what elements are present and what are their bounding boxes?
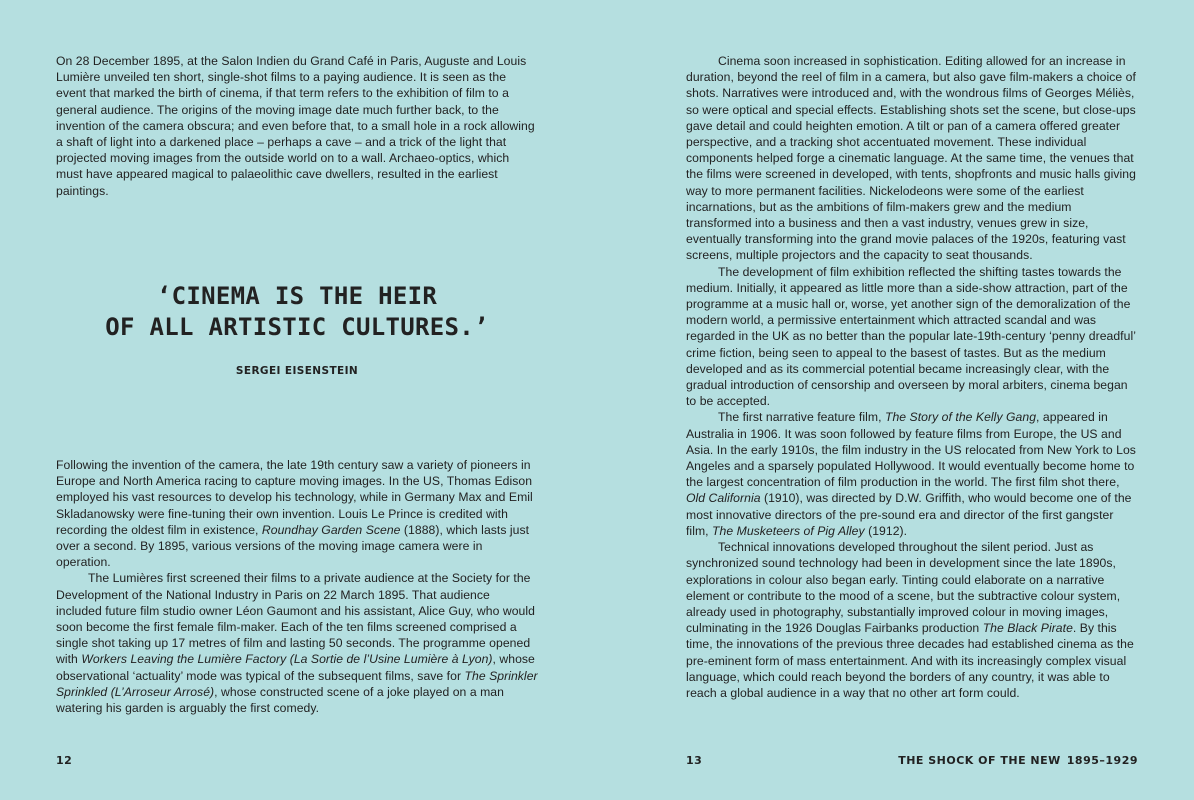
paragraph-sophistication: Cinema soon increased in sophistication. Editing allowed for an increase in duration, beyond the reel of film in a camera, but also gave film-makers a choice of shots. Narratives were introduced and, with the wondrous films of Georges Méliès, so were optical and special effects. Establishing shots set the scene, but close-ups gave detail and could heighten emotion. A tilt or pan of a camera offered greater perspective, and a tracking shot accentuated movement. These individual components helped forge a cinematic language. At the same time, the venues that the films were screened in developed, with tents, shopfronts and music halls giving way to more permanent facilities. Nickelodeons were some of the earliest incarnations, but as the ambitions of film-makers grew and the medium transformed into a business and then a vast industry, venues grew in size, eventually transforming into the grand movie palaces of the 1920s, featuring vast screens, multiple projectors and the capacity to seat thousands. bbox=[686, 54, 1136, 263]
page-number-left: 12 bbox=[56, 754, 73, 767]
text-run: , whose observational ‘actuality’ mode was typical of the subsequent films, save for bbox=[56, 652, 535, 683]
pull-quote bbox=[56, 281, 538, 343]
film-title: The Black Pirate bbox=[982, 621, 1073, 636]
film-title: The Story of the Kelly Gang bbox=[884, 410, 1037, 425]
text-run: The Lumières first screened their films to a private audience at the Society for the Development of the National Industry in Paris on 22 March 1895. That audience included future film studio owner Léon Gaumont and his assistant, Alice Guy, who would soon become the first female film-maker. Each of the ten films screened comprised a single shot taking up 17 metres of film and lasting 50 seconds. The programme opened with bbox=[56, 571, 535, 667]
running-head-title: THE SHOCK OF THE NEW bbox=[898, 754, 1061, 767]
paragraph-technical-innovations bbox=[686, 539, 1138, 701]
text-run: The first narrative feature film, bbox=[718, 410, 885, 425]
text-run: (1910), was directed by D.W. Griffith, who would become one of the most innovative directors of the pre-sound era and director of the first gangster film, bbox=[686, 491, 1132, 538]
text-run: , appeared in Australia in 1906. It was soon followed by feature films from Europe, the US and Asia. In the early 1910s, the film industry in the US relocated from New York to Los Angeles and a sparsely populated Hollywood. It would eventually become home to the largest concentration of film production in the world. The first film shot there, bbox=[686, 410, 1136, 490]
paragraph-feature-film bbox=[686, 409, 1138, 539]
paragraph-camera-pioneers bbox=[56, 457, 538, 570]
film-title: The Musketeers of Pig Alley bbox=[712, 523, 865, 538]
text-run: (1912). bbox=[864, 523, 908, 538]
text-run: (1888), which lasts just over a second. By 1895, various versions of the moving image camera were in operation. bbox=[56, 522, 530, 570]
text-run: Technical innovations developed throughout the silent period. Just as synchronized sound technology had been in development since the late 1890s, explorations in colour also began early. Tinting could elaborate on a narrative element or contribute to the mood of a scene, but the subtractive colour system, already used in photography, substantially improved colour in moving images, culminating in the 1926 Douglas Fairbanks production bbox=[686, 540, 1121, 636]
left-body-text bbox=[56, 457, 538, 716]
film-title: Old California bbox=[686, 491, 761, 506]
film-title: The Sprinkler Sprinkled (L’Arroseur Arrosé) bbox=[56, 668, 538, 699]
paragraph-lumiere-screening bbox=[56, 570, 538, 716]
pull-quote-attribution: SERGEI EISENSTEIN bbox=[235, 365, 359, 377]
right-body-text bbox=[686, 53, 1138, 701]
intro-paragraph bbox=[56, 53, 538, 199]
text-run: Following the invention of the camera, the late 19th century saw a variety of pioneers in Europe and North America racing to capture moving images. In the US, Thomas Edison employed his vast resources to develop his technology, while in Germany Max and Emil Skladanowsky were fine-tuning their own invention. Louis Le Prince is credited with recording the oldest film in existence, bbox=[56, 458, 533, 537]
film-title: Workers Leaving the Lumière Factory (La Sortie de l’Usine Lumière à Lyon) bbox=[81, 652, 493, 667]
pull-quote-line-1: ‘CINEMA IS THE HEIR bbox=[156, 282, 438, 310]
page-number-right: 13 bbox=[686, 754, 703, 767]
film-title: Roundhay Garden Scene bbox=[261, 522, 401, 537]
running-head-years: 1895–1929 bbox=[1066, 754, 1138, 767]
intro-paragraph-text: On 28 December 1895, at the Salon Indien du Grand Café in Paris, Auguste and Louis Lumière unveiled ten short, single-shot films to a paying audience. It is seen as the event that marked the birth of cinema, if that term refers to the exhibition of film to a general audience. The origins of the moving image date much further back, to the invention of the camera obscura; and even before that, to a small hole in a rock allowing a shaft of light into a darkened place – perhaps a cave – and a trick of the light that projected moving images from the outside world on to a wall. Archaeo-optics, which must have appeared magical to palaeolithic cave dwellers, resulted in the earliest paintings. bbox=[56, 54, 535, 198]
running-head bbox=[898, 754, 1138, 767]
text-run: , whose constructed scene of a joke played on a man watering his garden is arguably the first comedy. bbox=[56, 684, 504, 716]
paragraph-exhibition: The development of film exhibition reflected the shifting tastes towards the medium. Initially, it appeared as little more than a side-show attraction, part of the programme at a music hall or, worse, yet another sign of the demoralization of the modern world, a permissive entertainment which attracted scandal and was regarded in the UK as no better than the popular late-19th-century ‘penny dreadful’ crime fiction, being seen to appeal to the basest of tastes. But as the medium developed and as its commercial potential became increasingly clear, with the gradual introduction of censorship and overseen by moral arbiters, cinema began to be accepted. bbox=[686, 264, 1136, 409]
text-run: . By this time, the innovations of the previous three decades had established cinema as the pre-eminent form of mass entertainment. And with its increasingly complex visual language, which could reach beyond the borders of any country, it was able to reach a global audience in a way that no other art form could. bbox=[686, 621, 1134, 700]
pull-quote-line-2: OF ALL ARTISTIC CULTURES.’ bbox=[105, 313, 489, 341]
right-page bbox=[597, 0, 1194, 800]
